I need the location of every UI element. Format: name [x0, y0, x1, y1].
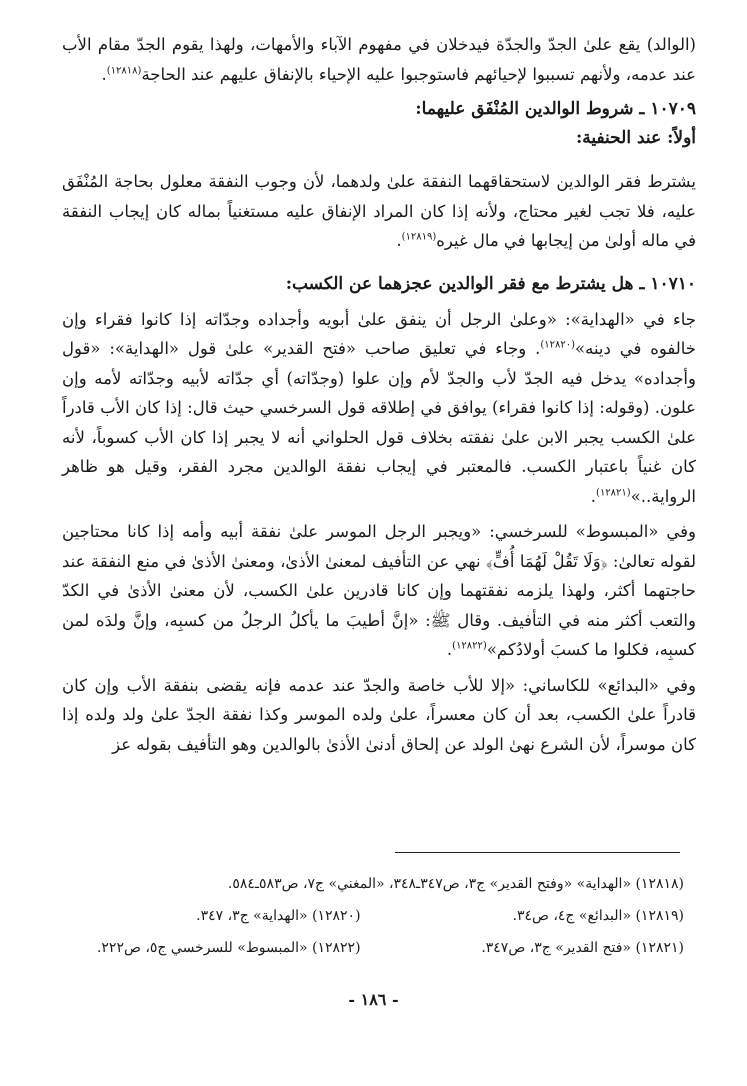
paragraph-5: وفي «البدائع» للكاساني: «إلا للأب خاصة والجدّ عند عدمه فإنه يقضى بنفقة الأب وإن كان قادراً علىٰ الكسب، بعد أن كان معسراً، علىٰ ولده الموسر وكذا نفقة الجدّ علىٰ ولد ولده إذا كان موسراً، لأن الشرع نهىٰ الولد عن إلحاق أدنىٰ الأذىٰ بالوالدين وهو التأفيف بقوله عز — [62, 675, 696, 754]
footnote-12818: (١٢٨١٨) «الهداية» «وفتح القدير» ج٣، ص٣٤٧ـ٣٤٨، «المغني» ج٧، ص٥٨٣ـ٥٨٤. — [227, 876, 684, 892]
paragraph-3: جاء في «الهداية»: «وعلىٰ الرجل أن ينفق علىٰ أبويه وأجداده وجدّاته إذا كانوا فقراء وإن خالفوه في دينه»$^{(١٢٨٢٠)}$. وجاء في تعليق صاحب «فتح القدير» علىٰ قول «الهداية»: «قول وأجداده» يدخل فيه الجدّ لأب والجدّ لأم وإن علوا (وجدّاته) أي جدّاته لأبيه وجدّاته لأمه وإن علون. (وقوله: إذا كانوا فقراء) يوافق في إطلاقه قول السرخسي حيث قال: إذا كان الأب قادراً علىٰ الكسب يجبر الابن علىٰ نفقته بخلاف قول الحلواني أنه لا يجبر إذا كان الأب كسوباً، لأنه كان غنياً باعتبار الكسب. فالمعتبر في إيجاب نفقة الوالدين مجرد الفقر، وقيل هو ظاهر الرواية..»$^{(١٢٨٢١)}$. — [62, 309, 697, 506]
paragraph-1: (الوالد) يقع علىٰ الجدّ والجدّة فيدخلان في مفهوم الآباء والأمهات، ولهذا يقوم الجدّ مقام الأب عند عدمه، ولأنهم تسببوا لإحيائهم فاستوجبوا عليه الإحياء بالإنفاق عليهم عند الحاجة$^{(١٢٨١٨)}$. — [62, 35, 696, 84]
page-body — [62, 30, 696, 759]
footnote-12820: (١٢٨٢٠) «الهداية» ج٣، ٣٤٧. — [196, 908, 361, 924]
footnote-ref-12822[interactable]: (١٢٨٢٢) — [452, 640, 487, 652]
paragraph-4: وفي «المبسوط» للسرخسي: «ويجبر الرجل الموسر علىٰ نفقة أبيه وأمه إذا كانا محتاجين لقوله تعالىٰ: ﴿وَلَا تَقُلْ لَهُمَا أُفٍّ﴾ نهي عن التأفيف لمعنىٰ الأذىٰ، ومعنىٰ الأذىٰ في منع النفقة عند حاجتهما أكثر، ولهذا يلزمه نفقتهما وإن كانا قادرين علىٰ الكسب، لأن معنىٰ الأذىٰ في الكدّ والتعب أكثر منه في التأفيف. وقال ﷺ: «إنَّ أطيبَ ما يأكلُ الرجلُ من كسبِه، وإنَّ ولدَه لمن كسبِه، فكلوا ما كسبَ أولادُكم»$^{(١٢٨٢٢)}$. — [62, 522, 696, 659]
paragraph-2: يشترط فقر الوالدين لاستحقاقهما النفقة علىٰ ولدهما، لأن وجوب النفقة معلول بحاجة المُنْفَق عليه، فلا تجب لغير محتاج، ولأنه إذا كان المراد الإنفاق عليه مستغنياً بماله كان إيجاب النفقة في ماله أولىٰ من إيجابها في مال غيره$^{(١٢٨١٩)}$. — [62, 172, 696, 250]
footnote-ref-12818[interactable]: (١٢٨١٨) — [106, 65, 142, 76]
footnotes-section — [62, 868, 684, 964]
subheading-hanafiyya: أولاً: عند الحنفية: — [575, 128, 696, 148]
footnote-12822: (١٢٨٢٢) «المبسوط» للسرخسي ج٥، ص٢٢٢. — [96, 940, 361, 956]
footnote-ref-12821[interactable]: (١٢٨٢١) — [596, 487, 631, 498]
section-heading-10710: ١٠٧١٠ ـ هل يشترط مع فقر الوالدين عجزهما عن الكسب: — [285, 273, 696, 294]
footnote-ref-12819[interactable]: (١٢٨١٩) — [401, 231, 437, 243]
section-heading-10709: ١٠٧٠٩ ـ شروط الوالدين المُنْفَق عليهما: — [415, 99, 696, 119]
footnote-12821: (١٢٨٢١) «فتح القدير» ج٣، ص٣٤٧. — [481, 940, 684, 956]
page-number: - ١٨٦ - — [348, 990, 399, 1009]
footnote-ref-12820[interactable]: (١٢٨٢٠) — [540, 339, 575, 351]
footnote-divider — [395, 852, 680, 853]
footnote-12819: (١٢٨١٩) «البدائع» ج٤، ص٣٤. — [512, 908, 684, 924]
